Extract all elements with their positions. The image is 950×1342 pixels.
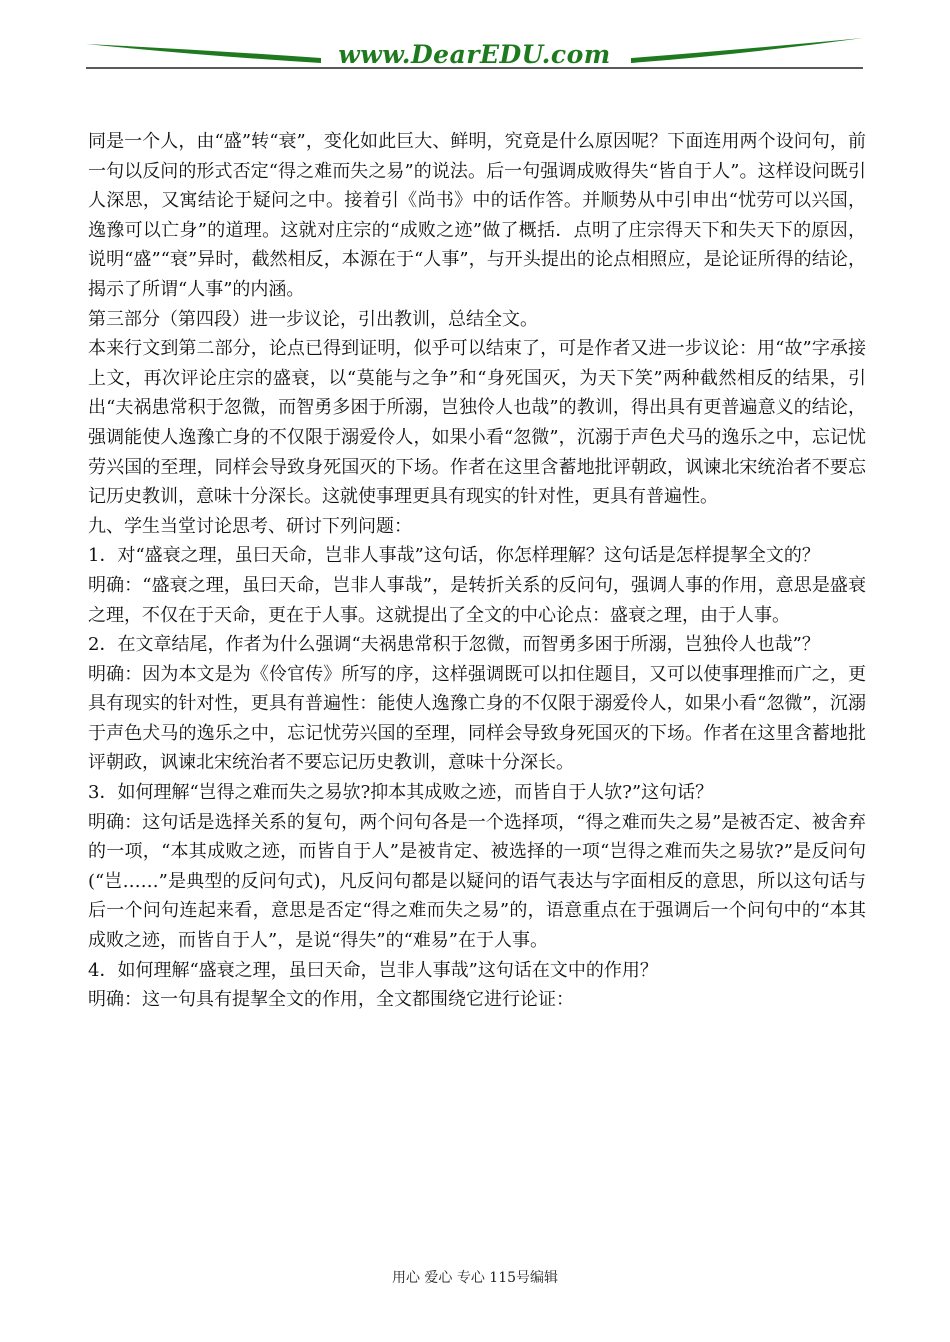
page-footer: 用心 爱心 专心 115号编辑 xyxy=(391,1270,559,1286)
paragraph: 同是一个人，由“盛”转“衰”，变化如此巨大、鲜明，究竟是什么原因呢？下面连用两个设问句，前一句以反问的形式否定“得之难而失之易”的说法。后一句强调成败得失“皆自于人”。这样设问既引人深思，又寓结论于疑问之中。接着引《尚书》中的话作答。并顺势从中引申出“忧劳可以兴国，逸豫可以亡身”的道理。这就对庄宗的“成败之迹”做了概括．点明了庄宗得天下和失天下的原因，说明“盛”“衰”异时，截然相反，本源在于“人事”，与开头提出的论点相照应，是论证所得的结论，揭示了所谓“人事”的内涵。 xyxy=(88,131,866,300)
answer: 明确：“盛衰之理，虽曰天命，岂非人事哉”，是转折关系的反问句，强调人事的作用，意思是盛衰之理，不仅在于天命，更在于人事。这就提出了全文的中心论点：盛衰之理，由于人事。 xyxy=(88,574,866,626)
page-header xyxy=(86,36,863,72)
question: 3．如何理解“岂得之难而失之易欤?抑本其成败之迹，而皆自于人欤?”这句话？ xyxy=(88,782,714,804)
section-heading: 九、学生当堂讨论思考、研讨下列问题： xyxy=(88,515,412,537)
site-logo-text: www.DearEDU.com xyxy=(338,40,611,69)
question: 1．对“盛衰之理，虽曰天命，岂非人事哉”这句话，你怎样理解？这句话是怎样提挈全文的？ xyxy=(88,545,820,567)
paragraph: 本来行文到第二部分，论点已得到证明，似乎可以结束了，可是作者又进一步议论：用“故”字承接上文，再次评论庄宗的盛衰，以“莫能与之争”和“身死国灭，为天下笑”两种截然相反的结果，引出“夫祸患常积于忽微，而智勇多困于所溺，岂独伶人也哉”的教训，得出具有更普遍意义的结论，强调能使人逸豫亡身的不仅限于溺爱伶人，如果小看“忽微”，沉溺于声色犬马的逸乐之中，忘记忧劳兴国的至理，同样会导致身死国灭的下场。作者在这里含蓄地批评朝政，讽谏北宋统治者不要忘记历史教训，意味十分深长。这就使事理更具有现实的针对性，更具有普遍性。 xyxy=(88,338,866,508)
question: 2．在文章结尾，作者为什么强调“夫祸患常积于忽微，而智勇多困于所溺，岂独伶人也哉”？ xyxy=(88,634,820,656)
question: 4．如何理解“盛衰之理，虽曰天命，岂非人事哉”这句话在文中的作用？ xyxy=(88,959,658,981)
paragraph: 第三部分（第四段）进一步议论，引出教训，总结全文。 xyxy=(88,308,538,330)
answer: 明确：这一句具有提挈全文的作用，全文都围绕它进行论证： xyxy=(88,989,574,1011)
document-body xyxy=(88,127,866,1015)
answer: 明确：这句话是选择关系的复句，两个问句各是一个选择项，“得之难而失之易”是被否定、被舍弃的一项，“本其成败之迹，而皆自于人”是被肯定、被选择的一项“岂得之难而失之易欤?”是反问句(“岂……”是典型的反问句式)，凡反问句都是以疑问的语气表达与字面相反的意思，所以这句话与后一个问句连起来看，意思是否定“得之难而失之易”的，语意重点在于强调后一个问句中的“本其成败之迹，而皆自于人”，是说“得失”的“难易”在于人事。 xyxy=(88,811,866,952)
answer: 明确：因为本文是为《伶官传》所写的序，这样强调既可以扣住题目，又可以使事理推而广之，更具有现实的针对性，更具有普遍性：能使人逸豫亡身的不仅限于溺爱伶人，如果小看“忽微”，沉溺于声色犬马的逸乐之中，忘记忧劳兴国的至理，同样会导致身死国灭的下场。作者在这里含蓄地批评朝政，讽谏北宋统治者不要忘记历史教训，意味十分深长。 xyxy=(88,663,866,774)
